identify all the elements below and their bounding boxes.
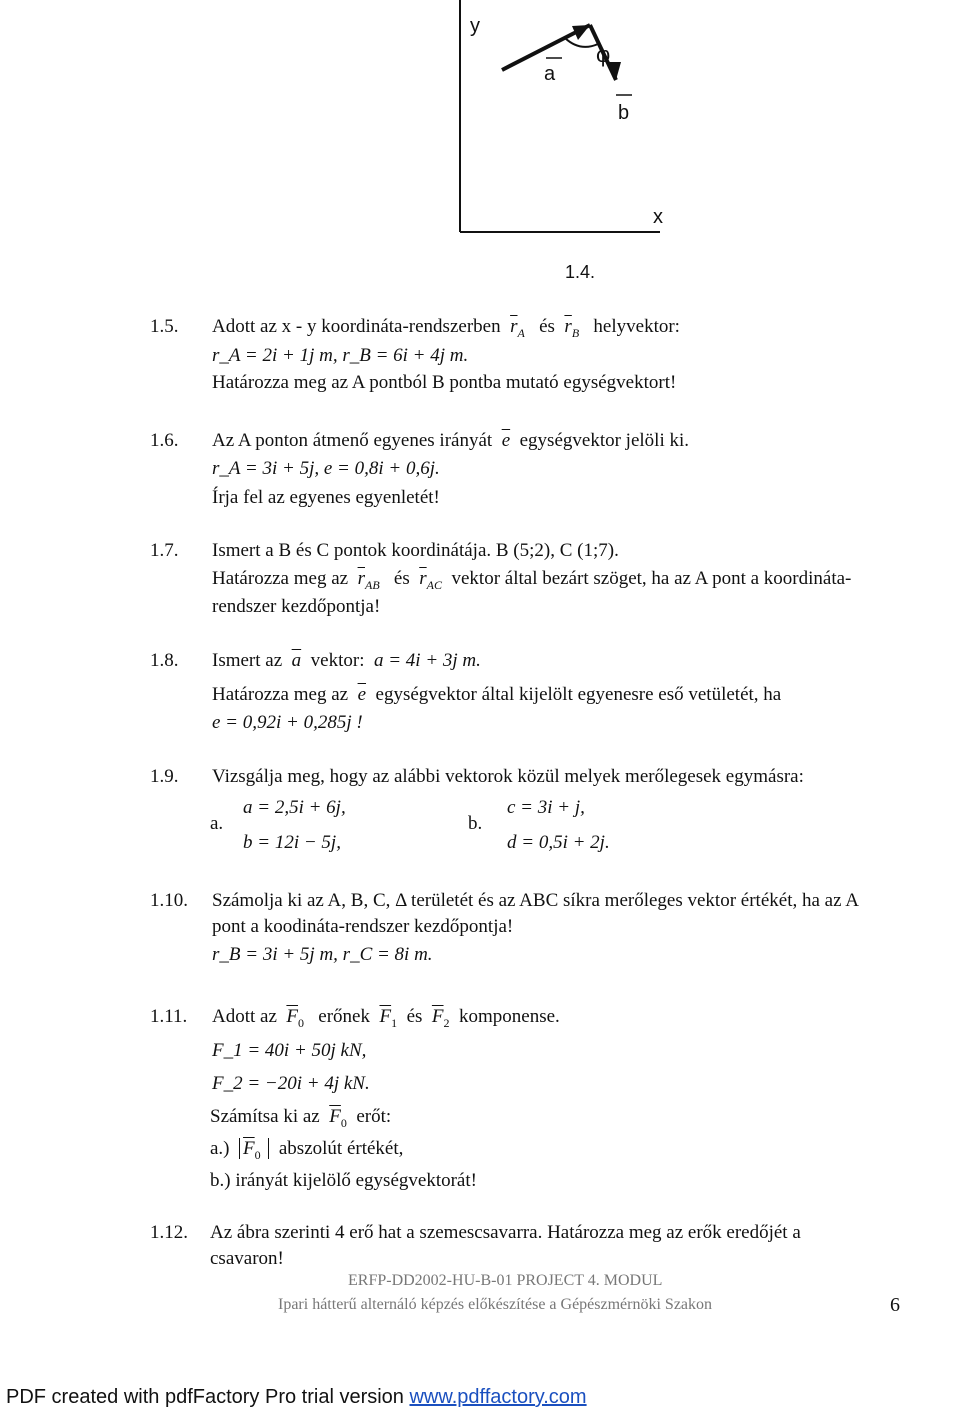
problem-text: Adott az $\overline{F}_0$ erőnek $\overline{F}_1$ és $\overline{F}_2$ komponense.: [212, 1006, 560, 1030]
footer-title: Ipari hátterű alternáló képzés előkészítése a Gépészmérnöki Szakon: [278, 1296, 713, 1313]
problem-number: 1.8.: [150, 650, 179, 671]
x-axis-label: x: [653, 206, 663, 228]
problem-text: Határozza meg az $\overline{r}_{AB}$ és $\overline{r}_{AC}$ vektor által bezárt szöget, ha az A pont a koordináta-: [212, 568, 852, 592]
equation: F_2 = −20i + 4j kN.: [212, 1073, 370, 1094]
problem-text: a.) $\overline{F}_0$ abszolút értékét,: [210, 1138, 404, 1162]
angle-phi-label: φ: [596, 42, 611, 67]
problem-text: csavaron!: [210, 1248, 284, 1269]
option-label: b.: [468, 813, 483, 834]
problem-text: Az A ponton átmenő egyenes irányát $\overline{e}$ egységvektor jelöli ki.: [212, 430, 690, 451]
problem-text: Ismert a B és C pontok koordinátája. B (5;2), C (1;7).: [212, 540, 619, 561]
equation: e = 0,92i + 0,285j !: [212, 712, 363, 733]
pdf-watermark: PDF created with pdfFactory Pro trial version www.pdffactory.com: [6, 1386, 587, 1408]
problem-number: 1.12.: [150, 1222, 188, 1243]
equation: c = 3i + j,: [507, 797, 585, 818]
angle-arc: [565, 38, 598, 47]
problem-number: 1.7.: [150, 540, 179, 561]
problem-text: rendszer kezdőpontja!: [212, 596, 381, 617]
equation: r_B = 3i + 5j m, r_C = 8i m.: [212, 944, 433, 965]
problem-number: 1.10.: [150, 890, 188, 911]
problem-text: Számítsa ki az $\overline{F}_0$ erőt:: [210, 1106, 392, 1130]
equation: d = 0,5i + 2j.: [507, 832, 610, 853]
equation: b = 12i − 5j,: [243, 832, 341, 853]
problem-text: Adott az x - y koordináta-rendszerben $\overline{r}_A$ és $\overline{r}_B$ helyvektor:: [212, 316, 680, 340]
problem-text: b.) irányát kijelölő egységvektorát!: [210, 1170, 477, 1191]
problem-text: Az ábra szerinti 4 erő hat a szemescsavarra. Határozza meg az erők eredőjét a: [210, 1222, 801, 1243]
problem-text: pont a koodináta-rendszer kezdőpontja!: [212, 916, 514, 937]
equation: F_1 = 40i + 50j kN,: [212, 1040, 367, 1061]
equation: r_A = 3i + 5j, e = 0,8i + 0,6j.: [212, 458, 440, 479]
vector-a-label: a: [544, 63, 556, 85]
y-axis-label: y: [470, 15, 480, 37]
pdffactory-link[interactable]: www.pdffactory.com: [409, 1386, 587, 1408]
page-number: 6: [890, 1294, 900, 1316]
problem-number: 1.5.: [150, 316, 179, 337]
problem-text: Írja fel az egyenes egyenletét!: [212, 487, 440, 508]
option-label: a.: [210, 813, 224, 834]
figure-caption: 1.4.: [565, 262, 596, 282]
equation: a = 2,5i + 6j,: [243, 797, 346, 818]
problem-number: 1.11.: [150, 1006, 188, 1027]
problem-text: Ismert az $\overline{a}$ vektor: a = 4i + 3j m.: [212, 650, 481, 671]
problem-text: Határozza meg az A pontból B pontba mutató egységvektort!: [212, 372, 677, 393]
problem-text: Számolja ki az A, B, C, Δ területét és az ABC síkra merőleges vektor értékét, ha az A: [212, 890, 859, 911]
footer-project: ERFP-DD2002-HU-B-01 PROJECT 4. MODUL: [348, 1272, 663, 1289]
vector-b-label: b: [618, 102, 630, 124]
problem-text: Vizsgálja meg, hogy az alábbi vektorok közül melyek merőlegesek egymásra:: [212, 766, 804, 787]
problem-text: Határozza meg az $\overline{e}$ egységvektor által kijelölt egyenesre eső vetületét, ha: [212, 684, 782, 705]
equation: r_A = 2i + 1j m, r_B = 6i + 4j m.: [212, 345, 469, 366]
problem-number: 1.6.: [150, 430, 179, 451]
problem-number: 1.9.: [150, 766, 179, 787]
